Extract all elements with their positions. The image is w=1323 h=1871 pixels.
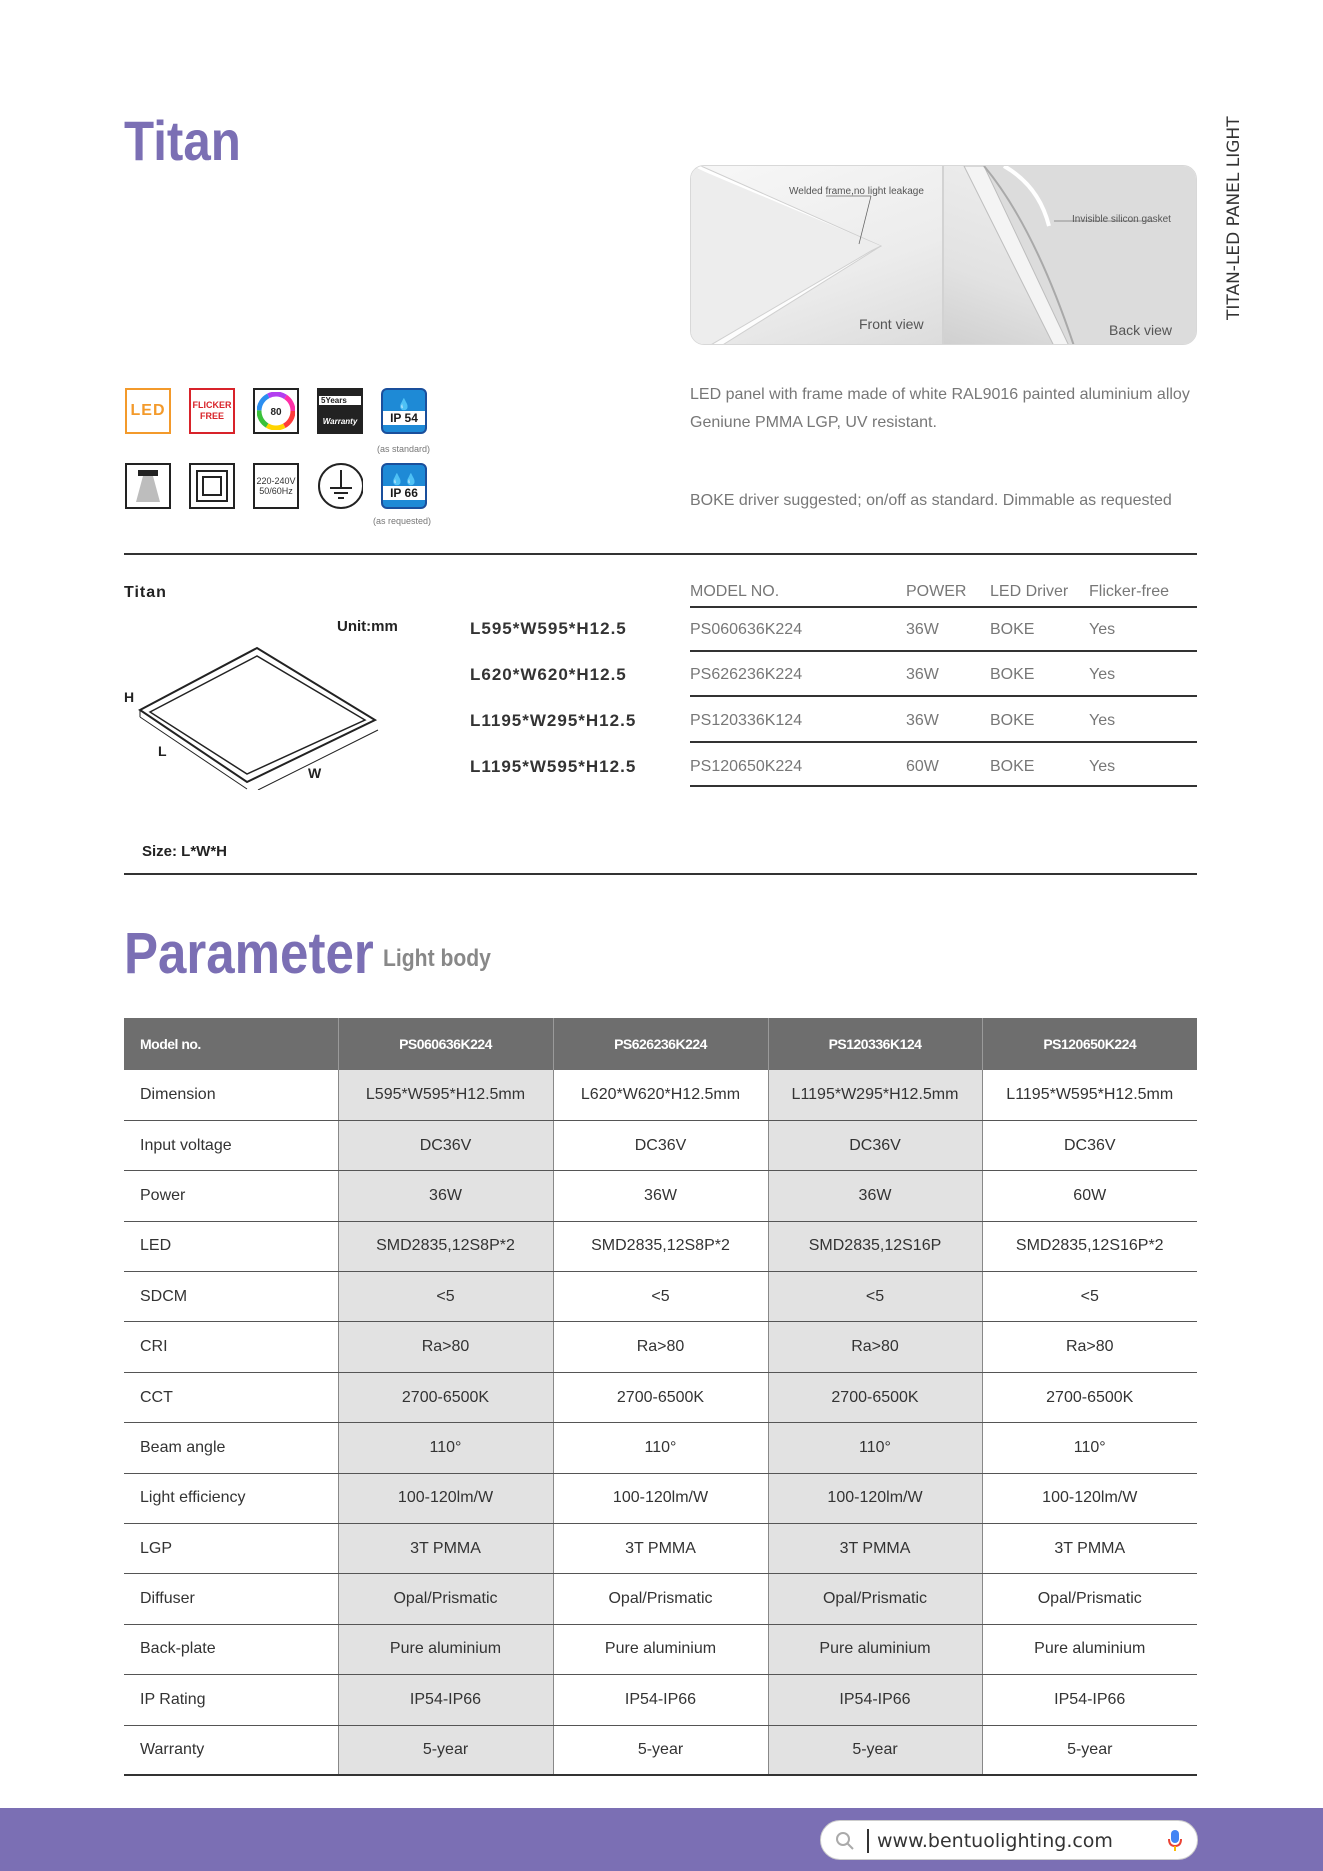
parameter-label: LED [124,1221,338,1271]
parameter-row [124,1221,1197,1271]
model-line-0 [690,606,1197,608]
ip66-icon [381,463,427,509]
unit-label: Unit:mm [337,618,398,635]
parameter-value: L620*W620*H12.5mm [553,1070,768,1120]
parameter-value: Opal/Prismatic [553,1574,768,1624]
parameter-value: IP54-IP66 [768,1675,982,1725]
parameter-value: <5 [338,1272,553,1322]
parameter-value: Pure aluminium [768,1624,982,1674]
ip54-icon [381,388,427,434]
parameter-row [124,1524,1197,1574]
parameter-value: <5 [553,1272,768,1322]
flicker-cell: Yes [1089,621,1116,638]
description-line-3: BOKE driver suggested; on/off as standard. Dimmable as requested [690,492,1172,509]
model-line-1 [690,650,1197,652]
header-cell: PS120336K124 [768,1018,982,1070]
website-url: www.bentuolighting.com [877,1830,1113,1852]
parameter-value: IP54-IP66 [982,1675,1197,1725]
ground-icon [317,463,363,509]
size-2: L620*W620*H12.5 [470,665,627,684]
water-drop-icon: 💧 [397,398,411,411]
flicker-cell: Yes [1089,666,1116,683]
size-4: L1195*W595*H12.5 [470,757,637,776]
url-search-bar[interactable] [820,1820,1198,1860]
parameter-value: DC36V [768,1120,982,1170]
led-icon [125,388,171,434]
parameter-value: <5 [768,1272,982,1322]
model-line-3 [690,741,1197,743]
model-line-4 [690,785,1197,787]
parameter-value: 110° [768,1423,982,1473]
size-1: L595*W595*H12.5 [470,619,627,638]
voltage-frequency: 50/60Hz [259,486,293,496]
divider-middle [124,873,1197,875]
parameter-value: Opal/Prismatic [982,1574,1197,1624]
search-icon [835,1831,855,1851]
parameter-value: <5 [982,1272,1197,1322]
parameter-label: Diffuser [124,1574,338,1624]
back-view-photo [944,166,1197,344]
power-cell: 60W [906,758,939,775]
parameter-label: IP Rating [124,1675,338,1725]
warranty-label: Warranty [322,417,358,426]
parameter-value: DC36V [982,1120,1197,1170]
back-panel-drawing [944,166,1197,345]
h-label: H [124,689,135,705]
back-caption: Back view [1109,322,1173,338]
power-cell: 36W [906,621,939,638]
divider-top [124,553,1197,555]
flicker-cell: Yes [1089,758,1116,775]
model-line-2 [690,695,1197,697]
parameter-value: 3T PMMA [982,1524,1197,1574]
parameter-value: IP54-IP66 [553,1675,768,1725]
model-cell: PS060636K224 [690,621,803,638]
frame-drawing [194,468,230,504]
parameter-row [124,1272,1197,1322]
parameter-value: DC36V [338,1120,553,1170]
downlight-drawing [130,468,166,504]
voltage-icon [253,463,299,509]
parameter-value: 5-year [553,1725,768,1775]
parameter-row [124,1675,1197,1725]
parameter-value: Pure aluminium [338,1624,553,1674]
page-title: Titan [124,109,241,172]
parameter-row [124,1423,1197,1473]
parameter-value: 60W [982,1171,1197,1221]
product-photos [690,165,1197,345]
l-label: L [158,743,167,759]
power-cell: 36W [906,712,939,729]
parameter-label: Beam angle [124,1423,338,1473]
parameter-header-row [124,1018,1197,1070]
parameter-label: Input voltage [124,1120,338,1170]
parameter-value: 3T PMMA [338,1524,553,1574]
parameter-row [124,1171,1197,1221]
parameter-label: CCT [124,1372,338,1422]
parameter-label: Warranty [124,1725,338,1775]
panel-dimension-drawing [120,640,390,790]
w-label: W [308,765,322,781]
frame-icon [189,463,235,509]
flicker-free-icon [189,388,235,434]
parameter-value: L1195*W595*H12.5mm [982,1070,1197,1120]
flicker-free-label: FLICKER FREE [192,400,232,421]
cri-icon [253,388,299,434]
parameter-value: SMD2835,12S8P*2 [338,1221,553,1271]
header-cell: Model no. [124,1018,338,1070]
parameter-value: 36W [768,1171,982,1221]
ip66-label: IP 66 [383,486,425,500]
parameter-value: Ra>80 [553,1322,768,1372]
parameter-value: 3T PMMA [768,1524,982,1574]
power-cell: 36W [906,666,939,683]
parameter-value: 2700-6500K [553,1372,768,1422]
downlight-icon [125,463,171,509]
parameter-value: 5-year [338,1725,553,1775]
parameter-value: 110° [982,1423,1197,1473]
parameter-value: SMD2835,12S8P*2 [553,1221,768,1271]
parameter-label: Dimension [124,1070,338,1120]
header-cell: PS060636K224 [338,1018,553,1070]
parameter-value: 5-year [982,1725,1197,1775]
parameter-row [124,1574,1197,1624]
parameter-value: 100-120lm/W [338,1473,553,1523]
parameter-value: Ra>80 [338,1322,553,1372]
size-label: Size: L*W*H [142,843,228,860]
parameter-value: Ra>80 [982,1322,1197,1372]
power-header: POWER [906,583,967,600]
parameter-value: 100-120lm/W [553,1473,768,1523]
description-line-1: LED panel with frame made of white RAL9016 painted aluminium alloy [690,386,1190,403]
flicker-header: Flicker-free [1089,583,1170,600]
driver-cell: BOKE [990,666,1035,683]
flicker-cell: Yes [1089,712,1116,729]
parameter-row [124,1372,1197,1422]
parameter-value: Opal/Prismatic [338,1574,553,1624]
driver-cell: BOKE [990,621,1035,638]
parameter-label: Back-plate [124,1624,338,1674]
header-cell: PS626236K224 [553,1018,768,1070]
parameter-table [124,1018,1197,1776]
parameter-row [124,1473,1197,1523]
parameter-row [124,1725,1197,1775]
back-note: Invisible silicon gasket [1072,214,1171,225]
parameter-label: SDCM [124,1272,338,1322]
description-line-2: Geniune PMMA LGP, UV resistant. [690,414,937,431]
warranty-icon [317,388,363,434]
front-caption: Front view [859,316,924,332]
header-cell: PS120650K224 [982,1018,1197,1070]
led-icon-label: LED [130,402,166,419]
model-header: MODEL NO. [690,583,780,600]
parameter-label: Light efficiency [124,1473,338,1523]
model-cell: PS120650K224 [690,758,803,775]
parameter-value: Ra>80 [768,1322,982,1372]
parameter-value: 5-year [768,1725,982,1775]
side-label: TITAN-LED PANEL LIGHT [1224,116,1244,320]
parameter-value: Opal/Prismatic [768,1574,982,1624]
parameter-value: L1195*W295*H12.5mm [768,1070,982,1120]
text-cursor [867,1829,869,1853]
parameter-value: DC36V [553,1120,768,1170]
parameter-value: 110° [338,1423,553,1473]
ip54-label: IP 54 [383,411,425,425]
parameter-value: 2700-6500K [338,1372,553,1422]
parameter-title: Parameter [124,921,374,986]
parameter-label: CRI [124,1322,338,1372]
size-3: L1195*W295*H12.5 [470,711,637,730]
parameter-row [124,1624,1197,1674]
parameter-value: 36W [338,1171,553,1221]
cri-value: 80 [270,407,282,418]
parameter-value: Pure aluminium [982,1624,1197,1674]
ip66-note: (as requested) [373,516,432,526]
parameter-value: 36W [553,1171,768,1221]
model-cell: PS120336K124 [690,712,803,729]
parameter-value: L595*W595*H12.5mm [338,1070,553,1120]
parameter-label: LGP [124,1524,338,1574]
parameter-row [124,1070,1197,1120]
parameter-value: 2700-6500K [982,1372,1197,1422]
front-note: Welded frame,no light leakage [789,186,924,197]
parameter-value: 100-120lm/W [982,1473,1197,1523]
model-cell: PS626236K224 [690,666,803,683]
driver-cell: BOKE [990,712,1035,729]
parameter-value: 2700-6500K [768,1372,982,1422]
voltage-range: 220-240V [256,476,296,486]
driver-header: LED Driver [990,583,1069,600]
parameter-value: 3T PMMA [553,1524,768,1574]
front-view-photo [691,166,942,344]
parameter-subtitle: Light body [383,945,491,972]
parameter-value: SMD2835,12S16P*2 [982,1221,1197,1271]
parameter-row [124,1120,1197,1170]
parameter-label: Power [124,1171,338,1221]
cri-wheel [257,392,295,430]
parameter-row [124,1322,1197,1372]
parameter-value: IP54-IP66 [338,1675,553,1725]
parameter-value: 100-120lm/W [768,1473,982,1523]
ip54-note: (as standard) [377,444,431,454]
driver-cell: BOKE [990,758,1035,775]
water-drops-icon: 💧💧 [390,473,418,486]
ground-drawing [317,462,363,510]
microphone-icon[interactable] [1167,1829,1183,1853]
parameter-value: Pure aluminium [553,1624,768,1674]
warranty-years: 5Years [319,396,361,405]
dimension-title: Titan [124,584,167,601]
parameter-value: 110° [553,1423,768,1473]
parameter-value: SMD2835,12S16P [768,1221,982,1271]
